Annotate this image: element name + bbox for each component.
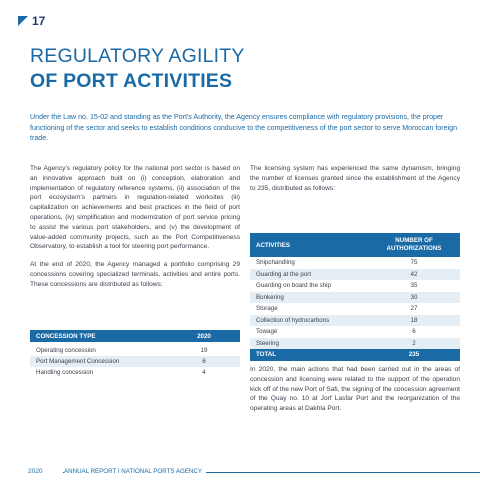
licenses-table [250,233,460,361]
row-activity: Steering [256,339,280,347]
right-paragraph-1: The licensing system has experienced the same dynamism, bringing the number of licenses granted since the establishment of the Agency to 235, distributed as follows: [250,165,460,192]
row-count: 75 [410,259,418,267]
header-year: 2020 [197,332,211,340]
header-concession-type: CONCESSION TYPE [36,332,96,340]
page-corner-icon [18,16,28,26]
row-count: 35 [410,282,418,290]
row-count: 42 [410,270,418,278]
total-value: 235 [408,351,420,359]
table-row [250,326,460,338]
table-row [30,356,240,367]
page-title-line1: REGULATORY AGILITY [30,45,245,67]
table-row [250,338,460,350]
row-count: 27 [410,305,418,313]
table-row [250,280,460,292]
row-value: 19 [200,347,208,354]
right-paragraph-2: In 2020, the main actions that had been carried out in the areas of concession and licensing were related to the support of the operation kick off of the new Port of Safi, the signing of the concession agreement of the Quay no. 10 at Jorf Lasfar Port and the reorganization of the operating areas at Dakhla Port. [250,366,460,413]
concessions-table-header [30,330,240,342]
row-type: Port Management Concession [36,358,120,365]
row-value: 4 [202,369,206,376]
row-count: 2 [412,339,416,347]
row-count: 18 [410,316,418,324]
table-row [30,367,240,378]
footer-year: 2020 [28,468,43,475]
left-paragraph-1: The Agency's regulatory policy for the national port sector is based on an innovative approach built on (i) conception, elaboration and implementation of regulatory reference systems, (ii) association of the port ecosystem's partners in regulation-related worksites (iii) capitalization on achievements and best practices in the field of port operations, (iv) simplification and modernization of port service pricing to assist the various port stakeholders, and (v) the development of value-added community projects, such as the Port Competitiveness Observatory, to establish a tool for steering port performance. [30,165,240,251]
row-count: 6 [412,328,416,336]
intro-paragraph: Under the Law no. 15-02 and standing as the Port's Authority, the Agency ensures compliance with regulatory provisions, the proper functioning of the sector and seeks to establish conditions conducive to the competitiveness of the port sector to serve Moroccan foreign trade. [30,113,458,142]
row-activity: Guarding at the port [256,270,312,278]
row-type: Handling concession [36,369,94,376]
page-number-marker [18,14,45,28]
table-row [250,315,460,327]
table-row [250,303,460,315]
row-count: 30 [410,293,418,301]
left-column [30,164,240,298]
table-row [250,292,460,304]
left-paragraph-2: At the end of 2020, the Agency managed a portfolio comprising 29 concessions covering specialized terminals, activities and entire ports. These concessions are distributed as follows: [30,261,240,288]
page-footer [18,454,480,480]
row-activity: Shipchandling [256,259,295,267]
row-value: 6 [202,358,206,365]
row-activity: Guarding on board the ship [256,282,331,290]
row-activity: Bunkering [256,293,284,301]
table-total-row [250,349,460,361]
row-type: Operating concession [36,347,96,354]
licenses-table-header [250,233,460,257]
table-row [250,257,460,269]
page-number: 17 [32,14,46,28]
row-activity: Collection of hydrocarbons [256,316,330,324]
page-title-line2: OF PORT ACTIVITIES [30,70,233,92]
footer-text: ANNUAL REPORT I NATIONAL PORTS AGENCY [64,468,206,475]
header-number-of-authorizations: NUMBER OF AUTHORIZATIONS [386,237,442,252]
table-row [250,269,460,281]
header-activities: ACTIVITIES [256,241,291,249]
table-row [30,345,240,356]
row-activity: Towage [256,328,278,336]
concessions-table [30,330,240,378]
total-label: TOTAL [256,351,277,359]
row-activity: Storage [256,305,278,313]
